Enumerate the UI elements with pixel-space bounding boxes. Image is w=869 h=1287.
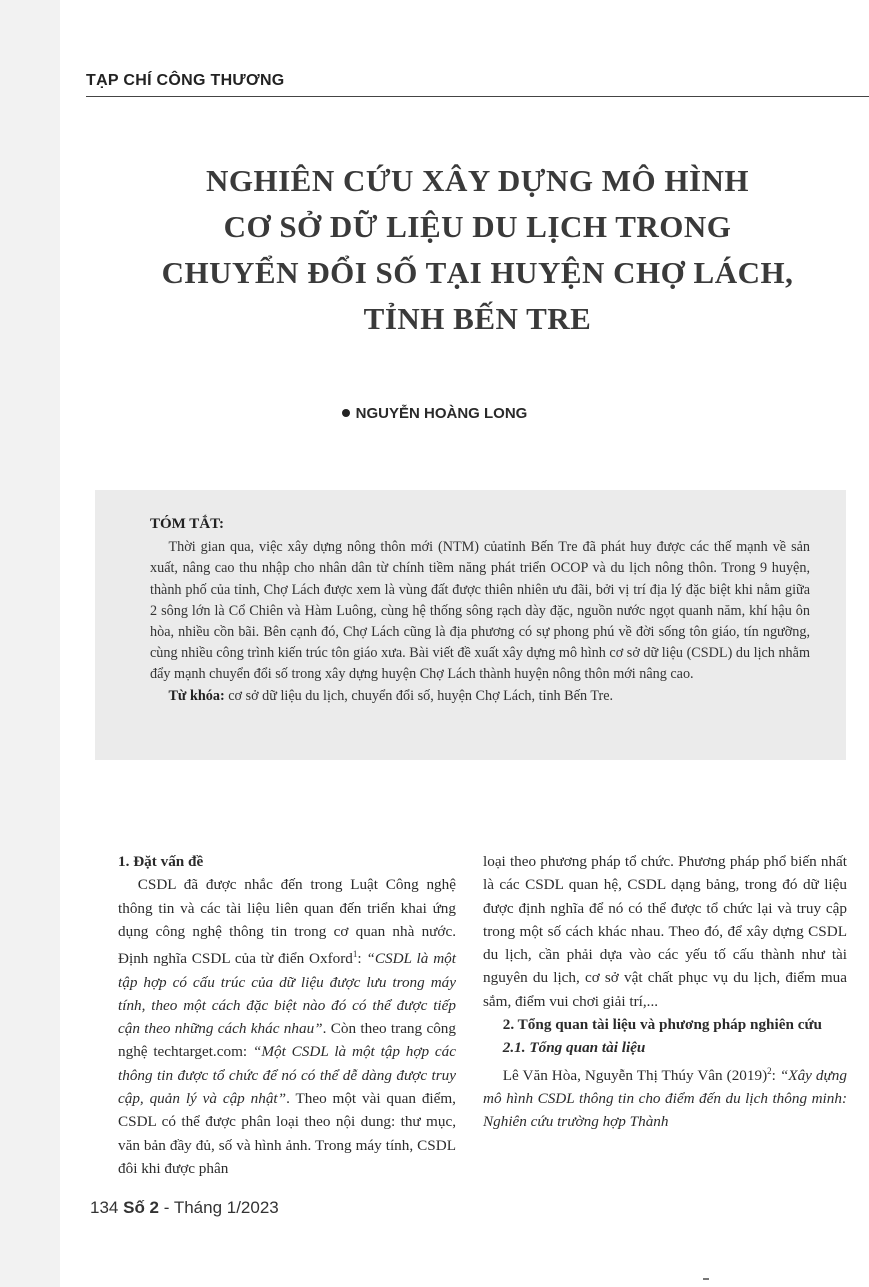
techtarget-quote: “Một CSDL là một tập hợp các thông tin được tổ chức để nó có thể dễ dàng được truy cập, quản lý và cập nhật”: [118, 1043, 456, 1108]
header-rule: [86, 96, 869, 97]
paragraph-text: . Còn theo trang công nghệ techtarget.com:: [118, 1020, 456, 1061]
section-2-1-paragraph: [483, 1060, 847, 1134]
article-title: [86, 158, 869, 342]
page-mark: [703, 1278, 709, 1280]
paragraph-text: :: [771, 1066, 780, 1084]
abstract-content: [150, 514, 810, 707]
paragraph-text: . Theo một vài quan điểm, CSDL có thể được phân loại theo nội dung: thư mục, văn bản đầy đủ, số và hình ảnh. Trong máy tính, CSDL đôi khi được phân: [118, 1090, 456, 1177]
issue-date: - Tháng 1/2023: [159, 1198, 279, 1217]
bullet-dot-icon: [342, 409, 350, 417]
section-2-1-heading: [483, 1036, 847, 1059]
abstract-heading: TÓM TẮT:: [150, 516, 225, 532]
footnote-ref-2: 2: [767, 1065, 772, 1076]
paragraph-text: Lê Văn Hòa, Nguyễn Thị Thúy Vân (2019): [502, 1066, 768, 1084]
keywords-text: cơ sở dữ liệu du lịch, chuyển đổi số, huyện Chợ Lách, tỉnh Bến Tre.: [224, 687, 614, 704]
issue-number: Số 2: [123, 1198, 160, 1217]
title-line-4: TỈNH BẾN TRE: [363, 301, 592, 336]
author-name: NGUYỄN HOÀNG LONG: [355, 405, 528, 422]
cited-title-quote: “Xây dựng mô hình CSDL thông tin cho điểm đến du lịch thông minh: Nghiên cứu trường hợp Thành: [483, 1066, 847, 1131]
section-2-heading: 2. Tổng quan tài liệu và phương pháp nghiên cứu: [502, 1016, 823, 1034]
title-line-2: CƠ SỞ DỮ LIỆU DU LỊCH TRONG: [223, 209, 732, 244]
title-line-3: CHUYỂN ĐỔI SỐ TẠI HUYỆN CHỢ LÁCH,: [161, 255, 794, 290]
paragraph-text: CSDL đã được nhắc đến trong Luật Công nghệ thông tin và các tài liệu liên quan đến triển khai ứng dụng công nghệ thông tin trong cơ quan nhà nước. Định nghĩa CSDL của từ điển Oxford: [118, 876, 456, 968]
keywords-label: Từ khóa:: [168, 687, 225, 704]
oxford-quote: “CSDL là một tập hợp có cấu trúc của dữ liệu được lưu trong máy tính, theo một cách đặc biệt nào đó có thể được tiếp cận theo những cách khác nhau”: [118, 950, 456, 1038]
page-margin-strip: [0, 0, 60, 1287]
footnote-ref-1: 1: [352, 949, 358, 960]
abstract-box: [95, 490, 846, 760]
section-1-heading: 1. Đặt vấn đề: [118, 853, 204, 870]
page-footer: [90, 1198, 279, 1218]
author-line: [0, 405, 869, 422]
journal-name: TẠP CHÍ CÔNG THƯƠNG: [86, 72, 285, 89]
body-column-left: [118, 850, 456, 1180]
title-line-1: NGHIÊN CỨU XÂY DỰNG MÔ HÌNH: [205, 163, 750, 198]
section-1-paragraph: [118, 873, 456, 1180]
paragraph-continuation: loại theo phương pháp tổ chức. Phương pháp phổ biến nhất là các CSDL quan hệ, CSDL dạng bảng, trong đó dữ liệu được định nghĩa để nó có thể được tổ chức lại và truy cập trong một số cách khác nhau. Theo đó, để xây dựng CSDL du lịch, cần phải dựa vào các yếu tố cấu thành như tài nguyên du lịch, cơ sở vật chất phục vụ du lịch, điểm mua sắm, điểm vui chơi giải trí,...: [483, 853, 847, 1010]
page-number: 134: [90, 1198, 119, 1217]
body-column-right: [483, 850, 847, 1134]
paragraph-text: :: [357, 950, 367, 968]
abstract-text: Thời gian qua, việc xây dựng nông thôn mới (NTM) củatỉnh Bến Tre đã phát huy được các thế mạnh về sản xuất, nâng cao thu nhập cho nhân dân từ chính tiềm năng phát triển OCOP và du lịch nông thôn. Trong 9 huyện, thành phố của tỉnh, Chợ Lách được xem là vùng đất được thiên nhiên ưu đãi, bởi vị trí địa lý đặc biệt khi nằm giữa 2 sông lớn là Cổ Chiên và Hàm Luông, cùng hệ thống sông rạch dày đặc, nguồn nước ngọt quanh năm, khí hậu ôn hòa, nhiều cồn bãi. Bên cạnh đó, Chợ Lách cũng là địa phương có sự phong phú về đời sống tôn giáo, tín ngưỡng, cùng nhiều công trình kiến trúc tôn giáo xưa. Bài viết đề xuất xây dựng mô hình cơ sở dữ liệu (CSDL) du lịch nhằm đẩy mạnh chuyển đổi số trong xây dựng huyện Chợ Lách thành huyện nông thôn mới nâng cao.: [150, 539, 810, 683]
section-2-1-title: 2.1. Tổng quan tài liệu: [502, 1039, 646, 1057]
keywords: [150, 686, 810, 707]
